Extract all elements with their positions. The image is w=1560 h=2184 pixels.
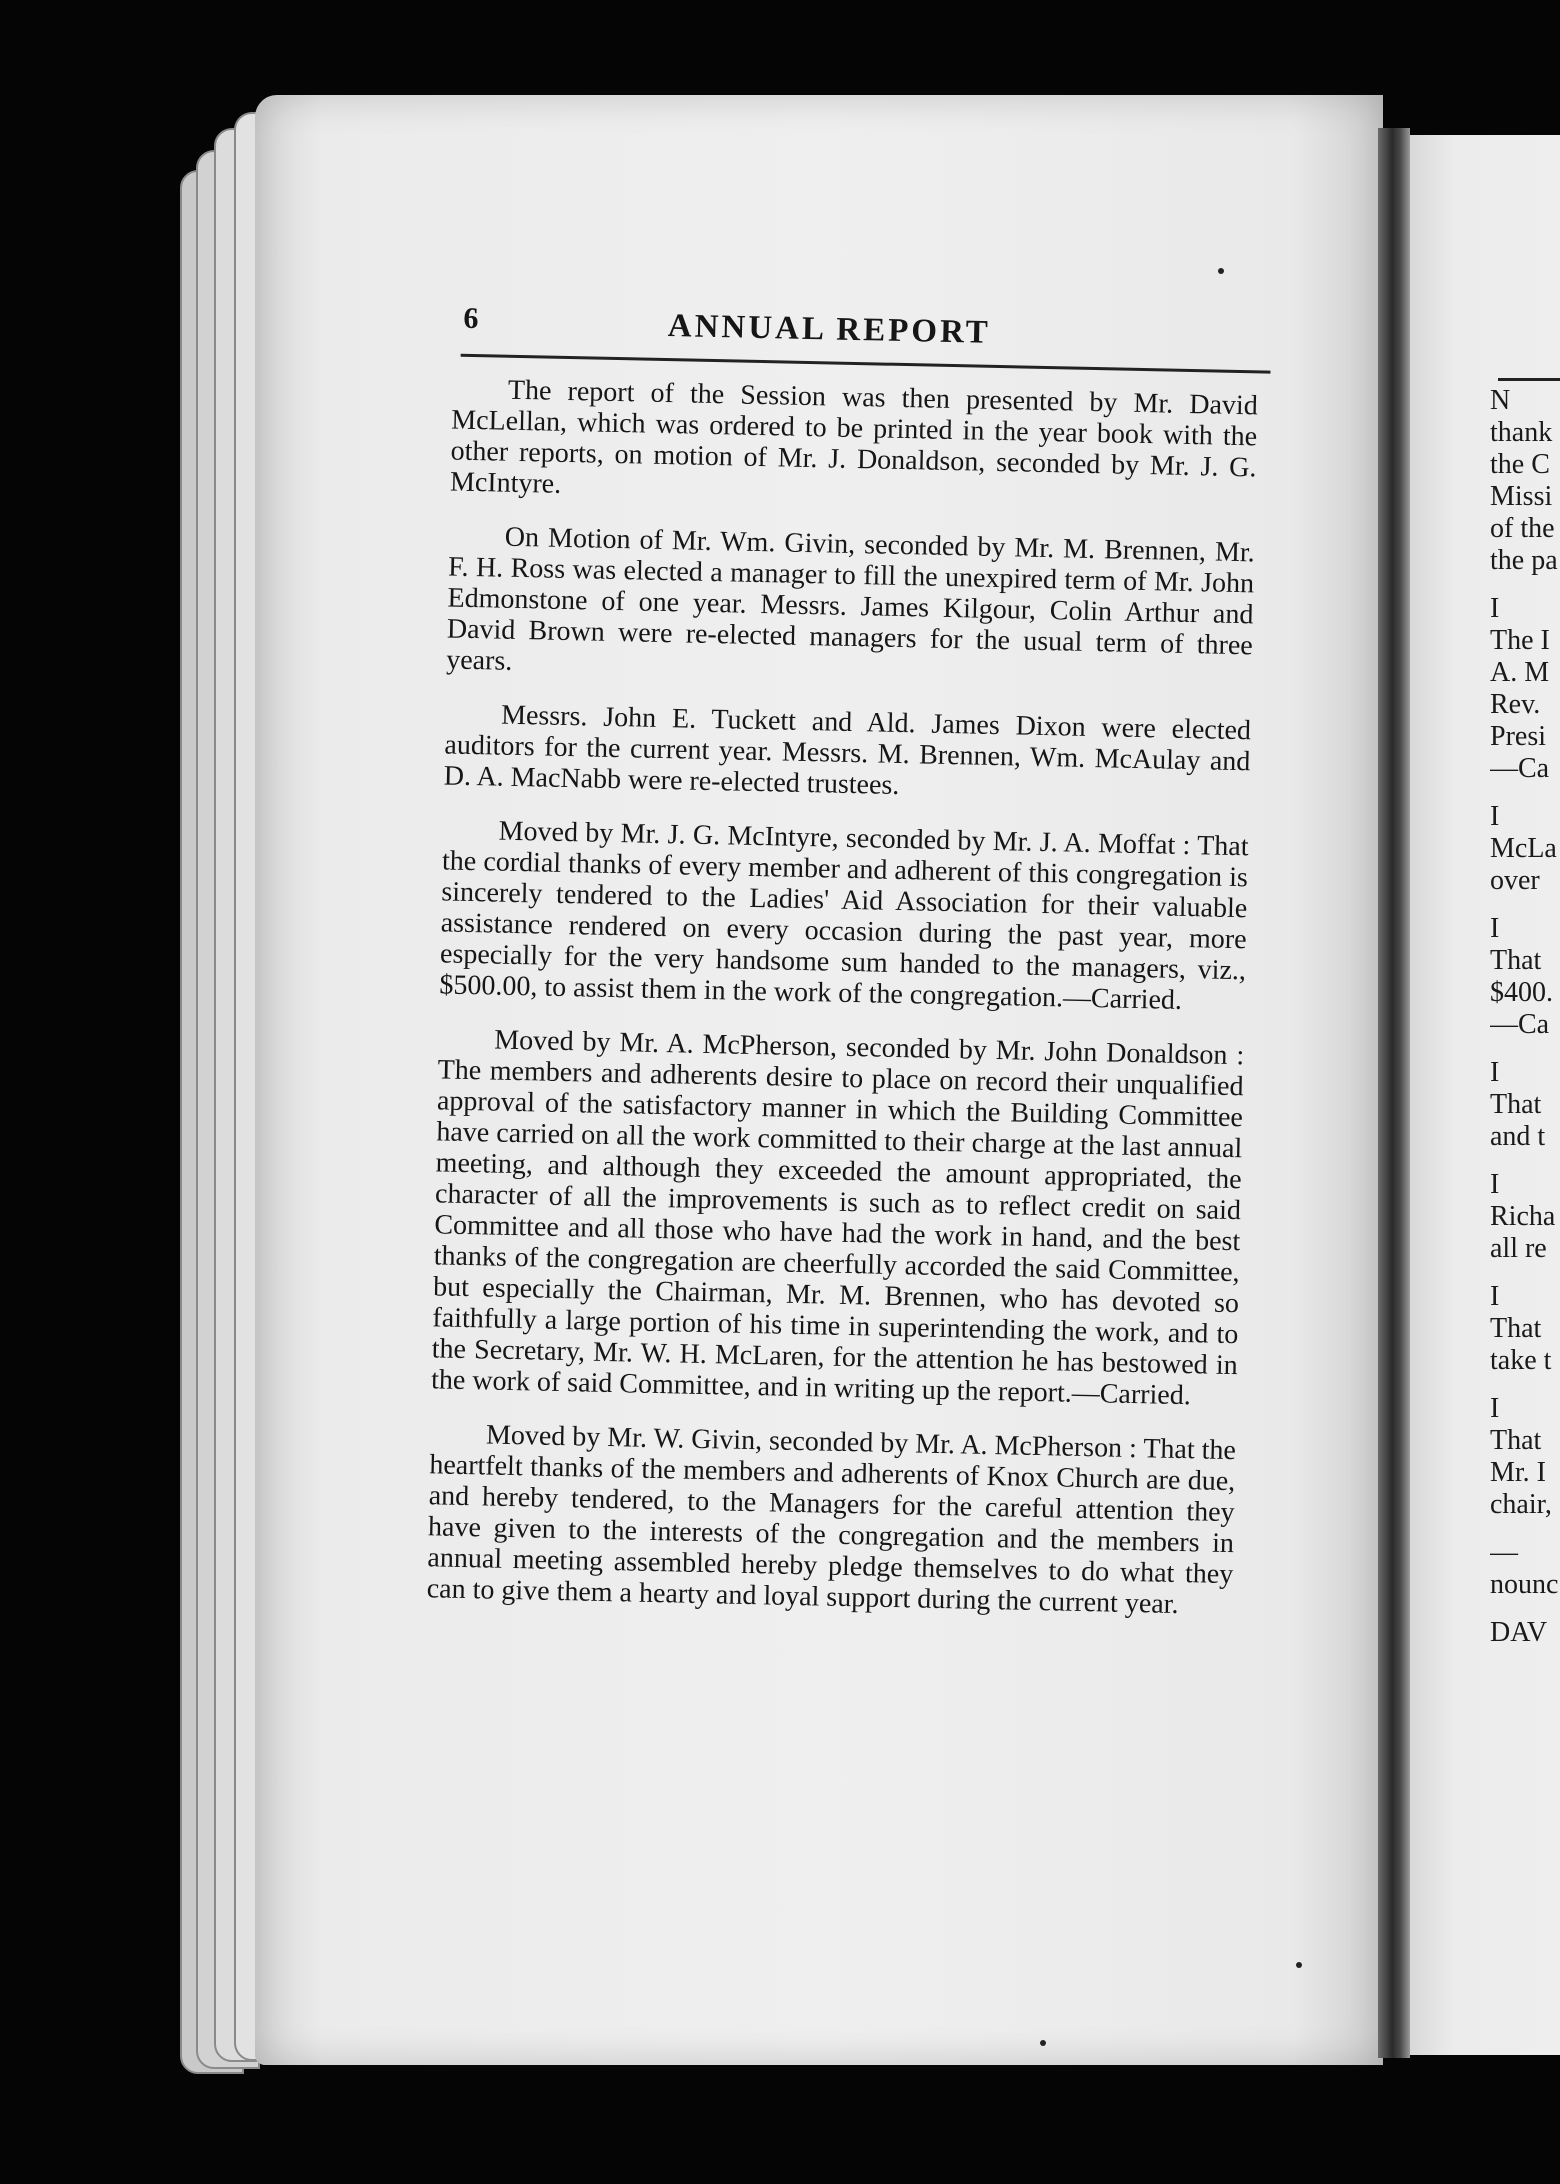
right-page-gap	[1490, 1265, 1560, 1281]
right-page-line-fragment: That	[1490, 945, 1542, 976]
right-page-line-fragment: —Ca	[1490, 1009, 1550, 1040]
right-page-line-fragment: chair,	[1490, 1489, 1552, 1520]
page-title: ANNUAL REPORT	[667, 308, 992, 351]
left-page-content	[352, 290, 1280, 1645]
right-page-line-fragment: Presi	[1490, 721, 1546, 752]
paragraph-ladies-aid-thanks: Moved by Mr. J. G. McIntyre, seconded by Mr. J. A. Moffat : That the cordial thanks of every member and adherent of this congregation is sincerely tendered to the Ladies' Aid Association for their valuable assistance rendered on every occasion during the past year, more especially for the very handsome sum handed to the managers, viz., $500.00, to assist them in the work of the congregation.—Carried.	[439, 815, 1249, 1016]
right-page-line-fragment: take t	[1490, 1345, 1552, 1376]
right-page-line-fragment: I	[1490, 913, 1500, 944]
right-page-line-fragment: of the	[1490, 513, 1555, 544]
paragraph-auditors-trustees: Messrs. John E. Tuckett and Ald. James Dixon were elected auditors for the current year. Messrs. M. Brennen, Wm. McAulay and D. A. MacNabb were re-elected trustees.	[443, 699, 1252, 801]
right-page-gap	[1490, 1041, 1560, 1057]
right-page-text-fragments	[1490, 385, 1560, 1649]
paragraph-session-report: The report of the Session was then presented by Mr. David McLellan, which was ordered to be printed in the year book with the other reports, on motion of Mr. J. Donaldson, seconded by Mr. J. G. McIntyre.	[449, 374, 1259, 500]
right-page-line-fragment: A. M	[1490, 657, 1550, 688]
right-page-line-fragment: the C	[1490, 449, 1550, 480]
right-page-gap	[1490, 1521, 1560, 1537]
page-number: 6	[463, 301, 479, 336]
right-page-line-fragment: thank	[1490, 417, 1553, 448]
right-page-line-fragment: McLa	[1490, 833, 1557, 864]
ink-speck	[1296, 1962, 1302, 1968]
right-page-line-fragment: over	[1490, 865, 1540, 896]
right-page-line-fragment: That	[1490, 1313, 1542, 1344]
right-page-line-fragment: I	[1490, 1169, 1500, 1200]
right-page-line-fragment: DAV	[1490, 1617, 1548, 1648]
right-page-line-fragment: $400.	[1490, 977, 1553, 1008]
paragraph-managers-thanks: Moved by Mr. W. Givin, seconded by Mr. A. McPherson : That the heartfelt thanks of the members and adherents of Knox Church are due, and hereby tendered, to the Managers for the careful attention they have given to the interests of the congregation and the members in annual meeting assembled hereby pledge themselves to do what they can to give them a hearty and loyal support during the current year.	[426, 1419, 1237, 1621]
right-page-line-fragment: That	[1490, 1425, 1542, 1456]
right-page-line-fragment: Rev.	[1490, 689, 1541, 720]
right-page-line-fragment: I	[1490, 1057, 1500, 1088]
right-page-line-fragment: I	[1490, 801, 1500, 832]
right-page-line-fragment: I	[1490, 593, 1500, 624]
right-page-gap	[1490, 897, 1560, 913]
right-page-line-fragment: and t	[1490, 1121, 1546, 1152]
right-page-line-fragment: That	[1490, 1089, 1542, 1120]
right-page-line-fragment: I	[1490, 1281, 1500, 1312]
right-page-gap	[1490, 577, 1560, 593]
paragraph-building-committee: Moved by Mr. A. McPherson, seconded by Mr. John Donaldson : The members and adherents desire to place on record their unqualified approval of the satisfactory manner in which the Building Committee have carried on all the work committed to their charge at the last annual meeting, and although they exceeded the amount appropriated, the character of all the improvements is such as to reflect credit on said Committee and all those who have had the work in hand, and the best thanks of the congregation are cheerfully accorded the said Committee, but especially the Chairman, Mr. M. Brennen, who has devoted so faithfully a large portion of his time in superintending the work, and to the Secretary, Mr. W. H. McLaren, for the attention he has bestowed in the work of said Committee, and in writing up the report.—Carried.	[430, 1024, 1245, 1412]
report-body	[353, 354, 1279, 1622]
book-gutter	[1378, 128, 1410, 2058]
right-page-line-fragment: Missi	[1490, 481, 1553, 512]
ink-speck	[1218, 268, 1224, 274]
right-page-gap	[1490, 785, 1560, 801]
right-page-line-fragment: N	[1490, 385, 1511, 416]
paragraph-managers-election: On Motion of Mr. Wm. Givin, seconded by Mr. M. Brennen, Mr. F. H. Ross was elected a manager to fill the unexpired term of Mr. John Edmonstone of one year. Messrs. James Kilgour, Colin Arthur and David Brown were re-elected managers for the usual term of three years.	[445, 521, 1256, 677]
right-page-gap	[1490, 1153, 1560, 1169]
right-page-line-fragment: the pa	[1490, 545, 1558, 576]
ink-speck	[1040, 2040, 1046, 2046]
right-page-line-fragment: I	[1490, 1393, 1500, 1424]
right-page-line-fragment: The I	[1490, 625, 1550, 656]
right-page-header-rule	[1498, 378, 1560, 381]
right-page-line-fragment: Mr. I	[1490, 1457, 1546, 1488]
right-page-line-fragment: nounc	[1490, 1569, 1559, 1600]
right-page-line-fragment: —	[1490, 1537, 1518, 1568]
right-page-gap	[1490, 1601, 1560, 1617]
right-page-gap	[1490, 1377, 1560, 1393]
right-page-line-fragment: —Ca	[1490, 753, 1550, 784]
right-page-line-fragment: all re	[1490, 1233, 1547, 1264]
right-page-line-fragment: Richa	[1490, 1201, 1556, 1232]
